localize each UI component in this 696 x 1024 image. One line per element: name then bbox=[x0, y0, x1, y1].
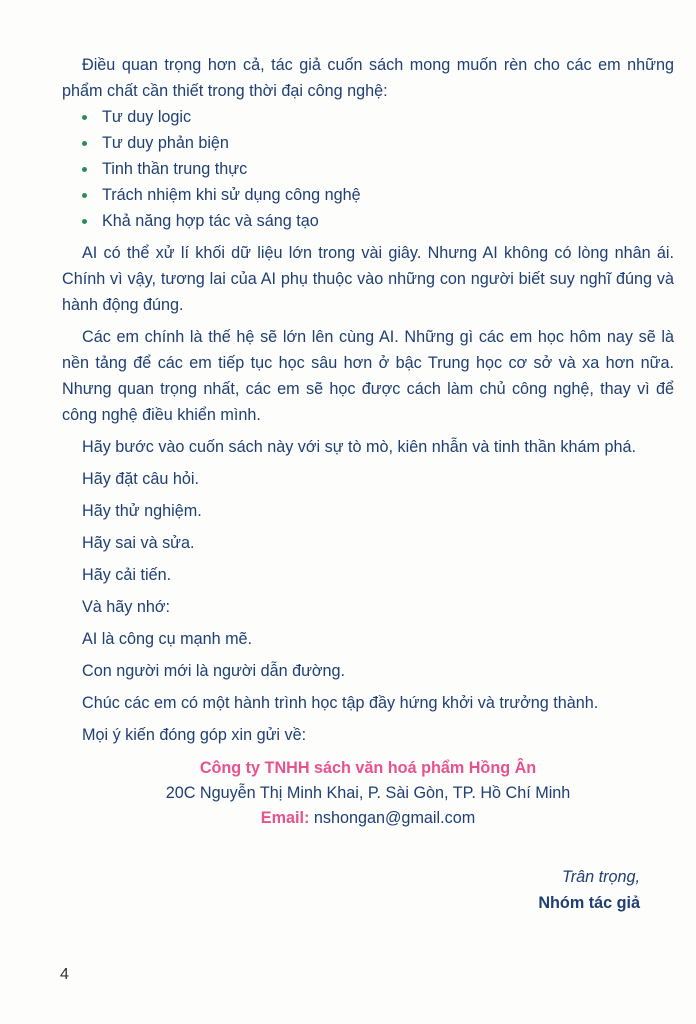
bullet-dot-icon bbox=[82, 219, 87, 224]
page-number: 4 bbox=[60, 966, 69, 983]
email-line bbox=[62, 806, 674, 831]
bullet-dot-icon bbox=[82, 167, 87, 172]
signoff bbox=[538, 864, 640, 916]
text-line: Hãy cải tiến. bbox=[82, 566, 172, 584]
text-line: AI là công cụ mạnh mẽ. bbox=[82, 630, 253, 648]
email-address[interactable]: nshongan@gmail.com bbox=[313, 809, 476, 827]
text-line: Hãy thử nghiệm. bbox=[82, 502, 202, 520]
list-item-label: Khả năng hợp tác và sáng tạo bbox=[102, 212, 319, 230]
generation-paragraph: Các em chính là thế hệ sẽ lớn lên cùng AI. Những gì các em học hôm nay sẽ là nền tảng để các em tiếp tục học sâu hơn ở bậc Trung học cơ sở và xa hơn nữa. Nhưng quan trọng nhất, các em sẽ học được cách làm chủ công nghệ, thay vì để công nghệ điều khiển mình. bbox=[62, 328, 674, 424]
text-line: Và hãy nhớ: bbox=[82, 598, 171, 616]
text-line: Chúc các em có một hành trình học tập đầy hứng khởi và trưởng thành. bbox=[82, 694, 599, 712]
regards-text: Trân trọng, bbox=[562, 868, 640, 886]
list-item bbox=[62, 182, 674, 208]
bullet-dot-icon bbox=[82, 115, 87, 120]
authors-signature: Nhóm tác giả bbox=[538, 894, 640, 912]
qualities-list bbox=[62, 104, 674, 234]
email-label: Email: bbox=[260, 809, 310, 827]
text-line: Hãy bước vào cuốn sách này với sự tò mò, kiên nhẫn và tinh thần khám phá. bbox=[82, 438, 637, 456]
company-name: Công ty TNHH sách văn hoá phẩm Hồng Ân bbox=[199, 759, 537, 777]
ai-paragraph: AI có thể xử lí khối dữ liệu lớn trong vài giây. Nhưng AI không có lòng nhân ái. Chính vì vậy, tương lai của AI phụ thuộc vào những con người biết suy nghĩ đúng và hành động đúng. bbox=[62, 244, 674, 314]
list-item bbox=[62, 104, 674, 130]
bullet-dot-icon bbox=[82, 141, 87, 146]
contact-block bbox=[62, 756, 674, 831]
list-item bbox=[62, 130, 674, 156]
page-content bbox=[62, 52, 674, 831]
list-item-label: Tinh thần trung thực bbox=[102, 160, 248, 178]
list-item bbox=[62, 208, 674, 234]
list-item bbox=[62, 156, 674, 182]
text-line: Hãy sai và sửa. bbox=[82, 534, 195, 552]
text-line: Con người mới là người dẫn đường. bbox=[82, 662, 346, 680]
list-item-label: Tư duy logic bbox=[102, 108, 192, 126]
bullet-dot-icon bbox=[82, 193, 87, 198]
list-item-label: Trách nhiệm khi sử dụng công nghệ bbox=[102, 186, 361, 204]
intro-paragraph: Điều quan trọng hơn cả, tác giả cuốn sách mong muốn rèn cho các em những phẩm chất cần thiết trong thời đại công nghệ: bbox=[62, 56, 674, 100]
text-line: Hãy đặt câu hỏi. bbox=[82, 470, 199, 488]
text-line: Mọi ý kiến đóng góp xin gửi về: bbox=[82, 726, 307, 744]
company-address: 20C Nguyễn Thị Minh Khai, P. Sài Gòn, TP. Hồ Chí Minh bbox=[165, 784, 571, 802]
list-item-label: Tư duy phản biện bbox=[102, 134, 229, 152]
